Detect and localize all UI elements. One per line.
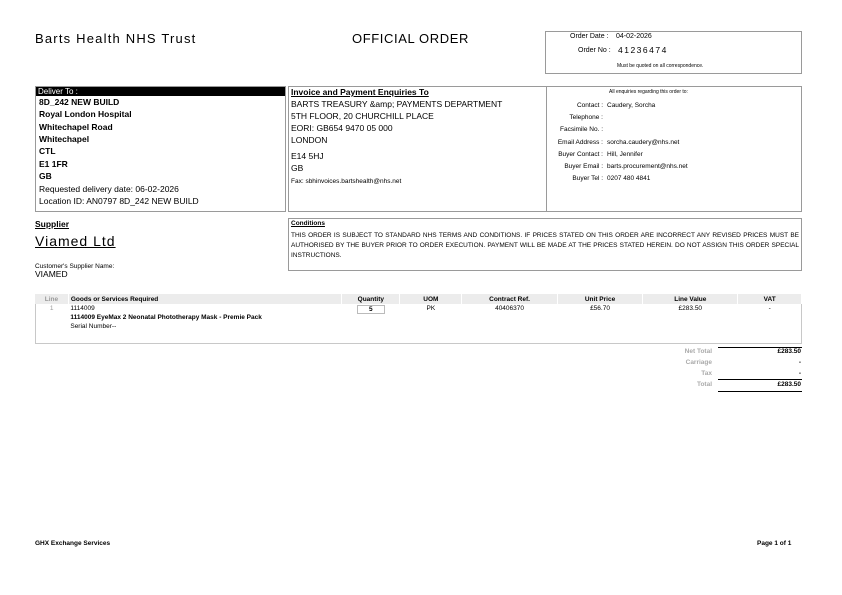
- quantity-cell: [342, 304, 400, 331]
- item-description: 1114009 EyeMax 2 Neonatal Phototherapy Mask - Premie Pack: [70, 314, 262, 321]
- location-id: Location ID: AN0797 8D_242 NEW BUILD: [39, 196, 199, 206]
- contact-label: Contact :: [576, 102, 603, 109]
- email-value: sorcha.caudery@nhs.net: [607, 139, 680, 146]
- column-header-goods: Goods or Services Required: [68, 294, 341, 304]
- uom-value: PK: [426, 305, 436, 312]
- requested-delivery-date: Requested delivery date: 06-02-2026: [39, 184, 179, 194]
- item-code: 1114009: [70, 305, 95, 312]
- invoice-fax: Fax: sbhinvoices.bartshealth@nhs.net: [291, 178, 402, 185]
- order-no-label: Order No :: [578, 47, 611, 54]
- deliver-line: CTL: [39, 146, 56, 156]
- invoice-line: GB: [291, 163, 304, 173]
- buyer-tel-value: 0207 480 4841: [607, 175, 651, 182]
- net-total-label: Net Total: [684, 348, 712, 355]
- order-number: 41236474: [618, 45, 668, 55]
- quantity-value: 5: [357, 305, 385, 314]
- items-table: [35, 294, 802, 331]
- order-date-label: Order Date :: [570, 33, 609, 40]
- tax-label: Tax: [701, 370, 712, 377]
- customer-supplier-name: VIAMED: [35, 269, 68, 279]
- document-title: OFFICIAL ORDER: [352, 31, 469, 46]
- deliver-to-box: [35, 86, 286, 212]
- buyer-tel-label: Buyer Tel :: [572, 175, 603, 182]
- contact-value: Caudery, Sorcha: [607, 102, 656, 109]
- footer-left: GHX Exchange Services: [35, 540, 111, 547]
- column-header-unit-price: Unit Price: [557, 294, 643, 304]
- invoice-line: E14 5HJ: [291, 151, 324, 161]
- deliver-line: Royal London Hospital: [39, 109, 132, 119]
- column-header-quantity: Quantity: [342, 294, 400, 304]
- vat-value: -: [768, 305, 771, 312]
- deliver-line: Whitechapel: [39, 134, 90, 144]
- line-value-value: £283.50: [678, 305, 703, 312]
- buyer-contact-value: Hill, Jennifer: [607, 151, 643, 158]
- total-label: Total: [696, 381, 712, 388]
- conditions-label: Conditions: [291, 220, 325, 227]
- supplier-label: Supplier: [35, 219, 70, 229]
- column-header-vat: VAT: [738, 294, 802, 304]
- buyer-contact-label: Buyer Contact :: [558, 151, 603, 158]
- deliver-line: E1 1FR: [39, 159, 68, 169]
- carriage-label: Carriage: [685, 359, 712, 366]
- contact-note: All enquiries regarding this order to:: [609, 89, 688, 95]
- item-serial: Serial Number--: [70, 323, 117, 330]
- conditions-box: [288, 218, 802, 271]
- column-header-uom: UOM: [400, 294, 462, 304]
- invoice-line: EORI: GB654 9470 05 000: [291, 123, 393, 133]
- invoice-box: [288, 86, 802, 212]
- column-header-contract-ref: Contract Ref.: [462, 294, 557, 304]
- invoice-line: LONDON: [291, 135, 328, 145]
- buyer-email-label: Buyer Email :: [564, 163, 603, 170]
- deliver-to-label: Deliver To :: [36, 87, 285, 96]
- order-date: 04-02-2026: [616, 33, 652, 40]
- deliver-line: Whitechapel Road: [39, 122, 113, 132]
- invoice-enquiries-label: Invoice and Payment Enquiries To: [291, 87, 429, 97]
- conditions-text: THIS ORDER IS SUBJECT TO STANDARD NHS TERMS AND CONDITIONS. IF PRICES STATED ON THIS ORDER ARE INCORRECT ANY REVISED PRICES MUST BE AUTHORISED BY THE BUYER PRIOR TO ORDER EXECUTION. PAYMENT WILL BE MADE AT THE PRICES STATED HEREIN. DO NOT ASSIGN THIS ORDER SPECIAL INSTRUCTIONS.: [291, 232, 799, 259]
- unit-price-value: £56.70: [590, 305, 610, 312]
- net-total-value: £283.50: [777, 348, 801, 355]
- trust-name: Barts Health NHS Trust: [35, 31, 197, 46]
- order-info-box: [545, 31, 802, 74]
- deliver-line: 8D_242 NEW BUILD: [39, 97, 120, 107]
- telephone-label: Telephone :: [569, 114, 603, 121]
- column-header-line-value: Line Value: [643, 294, 738, 304]
- customer-supplier-name-label: Customer's Supplier Name:: [35, 263, 115, 270]
- quote-note: Must be quoted on all correspondence.: [617, 63, 704, 69]
- supplier-name: Viamed Ltd: [35, 233, 116, 249]
- goods-cell: [68, 304, 341, 331]
- invoice-line: 5TH FLOOR, 20 CHURCHILL PLACE: [291, 111, 434, 121]
- deliver-line: GB: [39, 171, 52, 181]
- page-number: Page 1 of 1: [757, 540, 792, 547]
- tax-value: -: [798, 370, 801, 377]
- fax-label: Facsimile No. :: [560, 126, 603, 133]
- line-number: 1: [49, 305, 54, 312]
- carriage-value: -: [798, 359, 801, 366]
- contract-ref-value: 40406370: [495, 305, 524, 312]
- total-value: £283.50: [777, 381, 801, 388]
- table-row: [35, 304, 802, 331]
- invoice-line: BARTS TREASURY &amp; PAYMENTS DEPARTMENT: [291, 99, 503, 109]
- buyer-email-value: barts.procurement@nhs.net: [607, 163, 688, 170]
- column-header-line: Line: [35, 294, 68, 304]
- email-label: Email Address :: [557, 139, 603, 146]
